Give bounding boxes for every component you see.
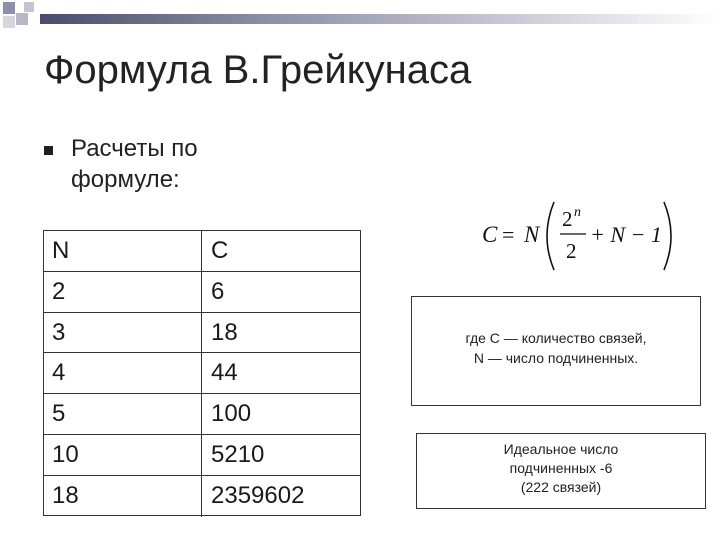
table-row — [44, 272, 360, 313]
table-cell: 5 — [44, 394, 202, 434]
right-paren — [664, 202, 671, 270]
table-row — [44, 313, 360, 354]
table-cell: 18 — [44, 476, 202, 517]
formula-tail: + N − 1 — [590, 222, 662, 247]
formula-denominator: 2 — [566, 239, 577, 263]
table-row — [44, 353, 360, 394]
greikunas-formula — [478, 196, 698, 276]
formula-numerator: 2 — [562, 207, 573, 231]
legend-line: N — число подчиненных. — [473, 350, 639, 366]
table-cell: 6 — [211, 277, 225, 305]
table-cell: 5210 — [211, 440, 265, 468]
calculation-table — [43, 230, 361, 516]
formula-n: N — [524, 222, 540, 247]
bullet-text — [71, 133, 311, 195]
table-row — [44, 435, 360, 476]
table-cell: 3 — [44, 313, 202, 353]
table-row — [44, 476, 360, 517]
formula-lhs: C — [482, 222, 498, 247]
table-cell: 100 — [211, 400, 252, 428]
slide-title: Формула В.Грейкунаса — [44, 48, 472, 92]
ideal-line: Идеальное число — [503, 441, 619, 457]
ideal-line: (222 связей) — [520, 479, 602, 495]
table-cell: 10 — [44, 435, 202, 475]
formula-exponent: n — [574, 205, 581, 220]
header-cell-c: C — [211, 237, 229, 264]
legend-line: где С — количество связей, — [465, 330, 647, 346]
square-bullet-icon — [44, 146, 53, 155]
ideal-line: подчиненных -6 — [509, 460, 613, 476]
deco-square — [3, 2, 15, 14]
formula-equals: = — [502, 222, 515, 247]
bullet-line: формуле: — [71, 166, 180, 193]
ideal-number-box — [416, 433, 706, 509]
deco-square — [16, 13, 28, 25]
table-row — [44, 394, 360, 435]
bullet-line: Расчеты по — [71, 135, 198, 162]
table-cell: 2 — [44, 272, 202, 312]
deco-square — [24, 2, 34, 12]
left-paren — [547, 202, 554, 270]
table-cell: 18 — [211, 318, 238, 346]
table-cell: 44 — [211, 359, 238, 387]
table-header-row — [44, 231, 360, 272]
table-cell: 4 — [44, 353, 202, 393]
table-cell: 2359602 — [211, 481, 305, 509]
legend-box — [411, 296, 701, 406]
header-cell-n: N — [44, 231, 202, 271]
deco-square — [3, 16, 15, 28]
header-gradient-bar — [40, 14, 720, 24]
